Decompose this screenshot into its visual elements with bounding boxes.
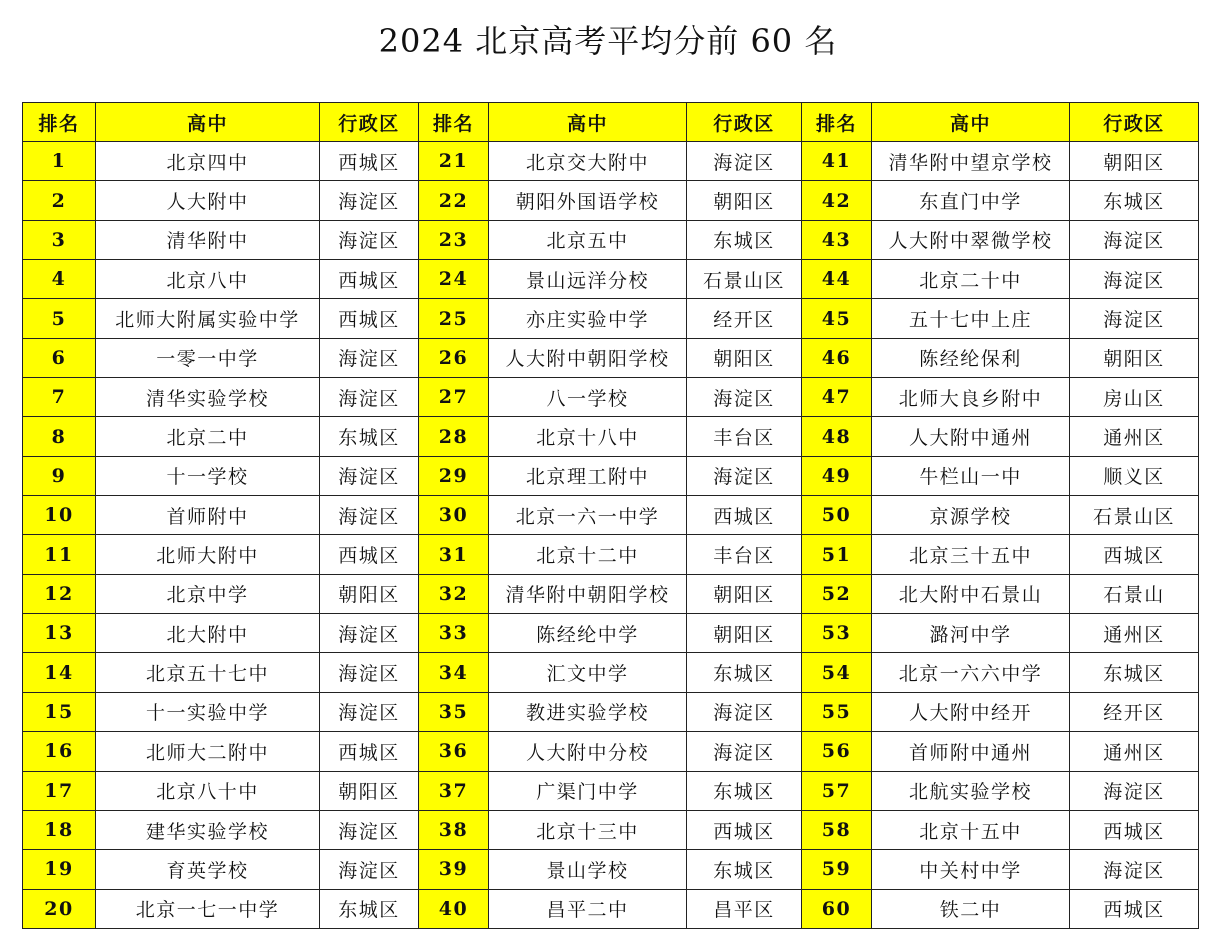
- district-cell: 海淀区: [687, 732, 802, 771]
- school-cell: 教进实验学校: [489, 692, 687, 731]
- school-cell: 广渠门中学: [489, 771, 687, 810]
- rank-cell: 58: [802, 810, 872, 849]
- table-row: [23, 850, 1199, 889]
- rank-cell: 18: [23, 810, 96, 849]
- district-cell: 海淀区: [687, 378, 802, 417]
- district-cell: 朝阳区: [320, 574, 419, 613]
- rank-cell: 36: [419, 732, 489, 771]
- district-cell: 海淀区: [687, 692, 802, 731]
- rank-cell: 60: [802, 889, 872, 928]
- district-cell: 海淀区: [320, 653, 419, 692]
- rank-cell: 4: [23, 260, 96, 299]
- district-cell: 东城区: [687, 850, 802, 889]
- school-cell: 北京理工附中: [489, 456, 687, 495]
- rank-cell: 35: [419, 692, 489, 731]
- rank-cell: 49: [802, 456, 872, 495]
- district-cell: 海淀区: [320, 181, 419, 220]
- district-cell: 西城区: [320, 732, 419, 771]
- school-cell: 汇文中学: [489, 653, 687, 692]
- school-cell: 北京八十中: [96, 771, 320, 810]
- rank-cell: 7: [23, 378, 96, 417]
- district-cell: 海淀区: [320, 220, 419, 259]
- school-cell: 北京十八中: [489, 417, 687, 456]
- district-cell: 东城区: [320, 889, 419, 928]
- school-cell: 十一学校: [96, 456, 320, 495]
- table-row: [23, 220, 1199, 259]
- rank-cell: 19: [23, 850, 96, 889]
- table-row: [23, 456, 1199, 495]
- rank-cell: 47: [802, 378, 872, 417]
- table-row: [23, 299, 1199, 338]
- rank-cell: 46: [802, 338, 872, 377]
- rank-cell: 40: [419, 889, 489, 928]
- school-cell: 首师附中: [96, 496, 320, 535]
- district-cell: 西城区: [320, 299, 419, 338]
- district-cell: 朝阳区: [1070, 142, 1199, 181]
- header-rank: 排名: [419, 103, 489, 142]
- school-cell: 建华实验学校: [96, 810, 320, 849]
- district-cell: 西城区: [320, 535, 419, 574]
- district-cell: 石景山区: [687, 260, 802, 299]
- ranking-table: [22, 102, 1199, 929]
- district-cell: 丰台区: [687, 535, 802, 574]
- header-school: 高中: [96, 103, 320, 142]
- school-cell: 景山学校: [489, 850, 687, 889]
- school-cell: 北京十五中: [872, 810, 1070, 849]
- school-cell: 亦庄实验中学: [489, 299, 687, 338]
- table-row: [23, 653, 1199, 692]
- district-cell: 海淀区: [1070, 299, 1199, 338]
- table-row: [23, 378, 1199, 417]
- school-cell: 首师附中通州: [872, 732, 1070, 771]
- district-cell: 朝阳区: [687, 181, 802, 220]
- school-cell: 中关村中学: [872, 850, 1070, 889]
- rank-cell: 10: [23, 496, 96, 535]
- school-cell: 北大附中石景山: [872, 574, 1070, 613]
- school-cell: 北京十三中: [489, 810, 687, 849]
- school-cell: 北京一六一中学: [489, 496, 687, 535]
- rank-cell: 3: [23, 220, 96, 259]
- rank-cell: 6: [23, 338, 96, 377]
- rank-cell: 33: [419, 614, 489, 653]
- school-cell: 北师大良乡附中: [872, 378, 1070, 417]
- table-row: [23, 732, 1199, 771]
- table-row: [23, 692, 1199, 731]
- school-cell: 北京十二中: [489, 535, 687, 574]
- rank-cell: 21: [419, 142, 489, 181]
- header-district: 行政区: [1070, 103, 1199, 142]
- rank-cell: 5: [23, 299, 96, 338]
- district-cell: 房山区: [1070, 378, 1199, 417]
- school-cell: 京源学校: [872, 496, 1070, 535]
- table-row: [23, 142, 1199, 181]
- rank-cell: 56: [802, 732, 872, 771]
- district-cell: 海淀区: [687, 456, 802, 495]
- rank-cell: 8: [23, 417, 96, 456]
- district-cell: 通州区: [1070, 614, 1199, 653]
- district-cell: 海淀区: [320, 810, 419, 849]
- district-cell: 西城区: [687, 810, 802, 849]
- rank-cell: 29: [419, 456, 489, 495]
- school-cell: 陈经纶保利: [872, 338, 1070, 377]
- district-cell: 海淀区: [687, 142, 802, 181]
- district-cell: 海淀区: [1070, 260, 1199, 299]
- school-cell: 人大附中翠微学校: [872, 220, 1070, 259]
- district-cell: 丰台区: [687, 417, 802, 456]
- school-cell: 清华附中朝阳学校: [489, 574, 687, 613]
- school-cell: 育英学校: [96, 850, 320, 889]
- district-cell: 东城区: [687, 771, 802, 810]
- table-row: [23, 810, 1199, 849]
- rank-cell: 11: [23, 535, 96, 574]
- table-row: [23, 614, 1199, 653]
- school-cell: 五十七中上庄: [872, 299, 1070, 338]
- district-cell: 海淀区: [1070, 771, 1199, 810]
- district-cell: 海淀区: [1070, 850, 1199, 889]
- rank-cell: 42: [802, 181, 872, 220]
- district-cell: 西城区: [320, 142, 419, 181]
- rank-cell: 41: [802, 142, 872, 181]
- district-cell: 朝阳区: [687, 574, 802, 613]
- rank-cell: 55: [802, 692, 872, 731]
- header-district: 行政区: [320, 103, 419, 142]
- table-header-row: [23, 103, 1199, 142]
- school-cell: 人大附中分校: [489, 732, 687, 771]
- school-cell: 北京二中: [96, 417, 320, 456]
- school-cell: 景山远洋分校: [489, 260, 687, 299]
- school-cell: 潞河中学: [872, 614, 1070, 653]
- header-school: 高中: [872, 103, 1070, 142]
- rank-cell: 44: [802, 260, 872, 299]
- district-cell: 通州区: [1070, 417, 1199, 456]
- school-cell: 清华实验学校: [96, 378, 320, 417]
- district-cell: 海淀区: [320, 338, 419, 377]
- school-cell: 北京二十中: [872, 260, 1070, 299]
- school-cell: 人大附中朝阳学校: [489, 338, 687, 377]
- school-cell: 清华附中望京学校: [872, 142, 1070, 181]
- school-cell: 北京中学: [96, 574, 320, 613]
- school-cell: 人大附中: [96, 181, 320, 220]
- district-cell: 东城区: [687, 653, 802, 692]
- header-school: 高中: [489, 103, 687, 142]
- rank-cell: 57: [802, 771, 872, 810]
- table-row: [23, 417, 1199, 456]
- rank-cell: 16: [23, 732, 96, 771]
- rank-cell: 13: [23, 614, 96, 653]
- rank-cell: 45: [802, 299, 872, 338]
- table-row: [23, 535, 1199, 574]
- district-cell: 西城区: [1070, 889, 1199, 928]
- rank-cell: 26: [419, 338, 489, 377]
- school-cell: 北京五中: [489, 220, 687, 259]
- rank-cell: 2: [23, 181, 96, 220]
- table-row: [23, 574, 1199, 613]
- district-cell: 朝阳区: [320, 771, 419, 810]
- table-row: [23, 771, 1199, 810]
- table-row: [23, 889, 1199, 928]
- district-cell: 石景山区: [1070, 496, 1199, 535]
- district-cell: 东城区: [1070, 653, 1199, 692]
- school-cell: 北师大附中: [96, 535, 320, 574]
- header-rank: 排名: [23, 103, 96, 142]
- district-cell: 通州区: [1070, 732, 1199, 771]
- school-cell: 一零一中学: [96, 338, 320, 377]
- rank-cell: 9: [23, 456, 96, 495]
- district-cell: 海淀区: [320, 850, 419, 889]
- rank-cell: 54: [802, 653, 872, 692]
- school-cell: 昌平二中: [489, 889, 687, 928]
- district-cell: 东城区: [1070, 181, 1199, 220]
- rank-cell: 37: [419, 771, 489, 810]
- page-title: 2024 北京高考平均分前 60 名: [378, 22, 838, 60]
- table-row: [23, 181, 1199, 220]
- district-cell: 西城区: [1070, 535, 1199, 574]
- school-cell: 牛栏山一中: [872, 456, 1070, 495]
- district-cell: 经开区: [687, 299, 802, 338]
- school-cell: 北京四中: [96, 142, 320, 181]
- school-cell: 北京五十七中: [96, 653, 320, 692]
- district-cell: 西城区: [1070, 810, 1199, 849]
- district-cell: 海淀区: [320, 378, 419, 417]
- district-cell: 海淀区: [320, 692, 419, 731]
- school-cell: 八一学校: [489, 378, 687, 417]
- table-row: [23, 496, 1199, 535]
- rank-cell: 17: [23, 771, 96, 810]
- rank-cell: 12: [23, 574, 96, 613]
- school-cell: 北京一六六中学: [872, 653, 1070, 692]
- table-row: [23, 338, 1199, 377]
- school-cell: 陈经纶中学: [489, 614, 687, 653]
- rank-cell: 1: [23, 142, 96, 181]
- rank-cell: 30: [419, 496, 489, 535]
- school-cell: 北大附中: [96, 614, 320, 653]
- school-cell: 朝阳外国语学校: [489, 181, 687, 220]
- school-cell: 人大附中经开: [872, 692, 1070, 731]
- rank-cell: 50: [802, 496, 872, 535]
- rank-cell: 20: [23, 889, 96, 928]
- header-rank: 排名: [802, 103, 872, 142]
- rank-cell: 14: [23, 653, 96, 692]
- rank-cell: 59: [802, 850, 872, 889]
- school-cell: 北师大附属实验中学: [96, 299, 320, 338]
- rank-cell: 51: [802, 535, 872, 574]
- school-cell: 十一实验中学: [96, 692, 320, 731]
- rank-cell: 52: [802, 574, 872, 613]
- district-cell: 西城区: [320, 260, 419, 299]
- school-cell: 北京交大附中: [489, 142, 687, 181]
- rank-cell: 48: [802, 417, 872, 456]
- table-row: [23, 260, 1199, 299]
- school-cell: 北京一七一中学: [96, 889, 320, 928]
- district-cell: 东城区: [687, 220, 802, 259]
- rank-cell: 39: [419, 850, 489, 889]
- rank-cell: 31: [419, 535, 489, 574]
- rank-cell: 43: [802, 220, 872, 259]
- district-cell: 海淀区: [320, 496, 419, 535]
- district-cell: 昌平区: [687, 889, 802, 928]
- school-cell: 北京三十五中: [872, 535, 1070, 574]
- rank-cell: 24: [419, 260, 489, 299]
- district-cell: 朝阳区: [687, 338, 802, 377]
- school-cell: 清华附中: [96, 220, 320, 259]
- district-cell: 朝阳区: [687, 614, 802, 653]
- header-district: 行政区: [687, 103, 802, 142]
- school-cell: 北京八中: [96, 260, 320, 299]
- rank-cell: 28: [419, 417, 489, 456]
- rank-cell: 34: [419, 653, 489, 692]
- school-cell: 北师大二附中: [96, 732, 320, 771]
- school-cell: 东直门中学: [872, 181, 1070, 220]
- rank-cell: 23: [419, 220, 489, 259]
- rank-cell: 25: [419, 299, 489, 338]
- school-cell: 北航实验学校: [872, 771, 1070, 810]
- rank-cell: 15: [23, 692, 96, 731]
- table-body: [23, 142, 1199, 929]
- rank-cell: 53: [802, 614, 872, 653]
- district-cell: 经开区: [1070, 692, 1199, 731]
- district-cell: 东城区: [320, 417, 419, 456]
- rank-cell: 38: [419, 810, 489, 849]
- district-cell: 海淀区: [320, 614, 419, 653]
- rank-cell: 27: [419, 378, 489, 417]
- district-cell: 石景山: [1070, 574, 1199, 613]
- rank-cell: 22: [419, 181, 489, 220]
- school-cell: 铁二中: [872, 889, 1070, 928]
- district-cell: 朝阳区: [1070, 338, 1199, 377]
- school-cell: 人大附中通州: [872, 417, 1070, 456]
- district-cell: 海淀区: [1070, 220, 1199, 259]
- rank-cell: 32: [419, 574, 489, 613]
- district-cell: 顺义区: [1070, 456, 1199, 495]
- district-cell: 海淀区: [320, 456, 419, 495]
- district-cell: 西城区: [687, 496, 802, 535]
